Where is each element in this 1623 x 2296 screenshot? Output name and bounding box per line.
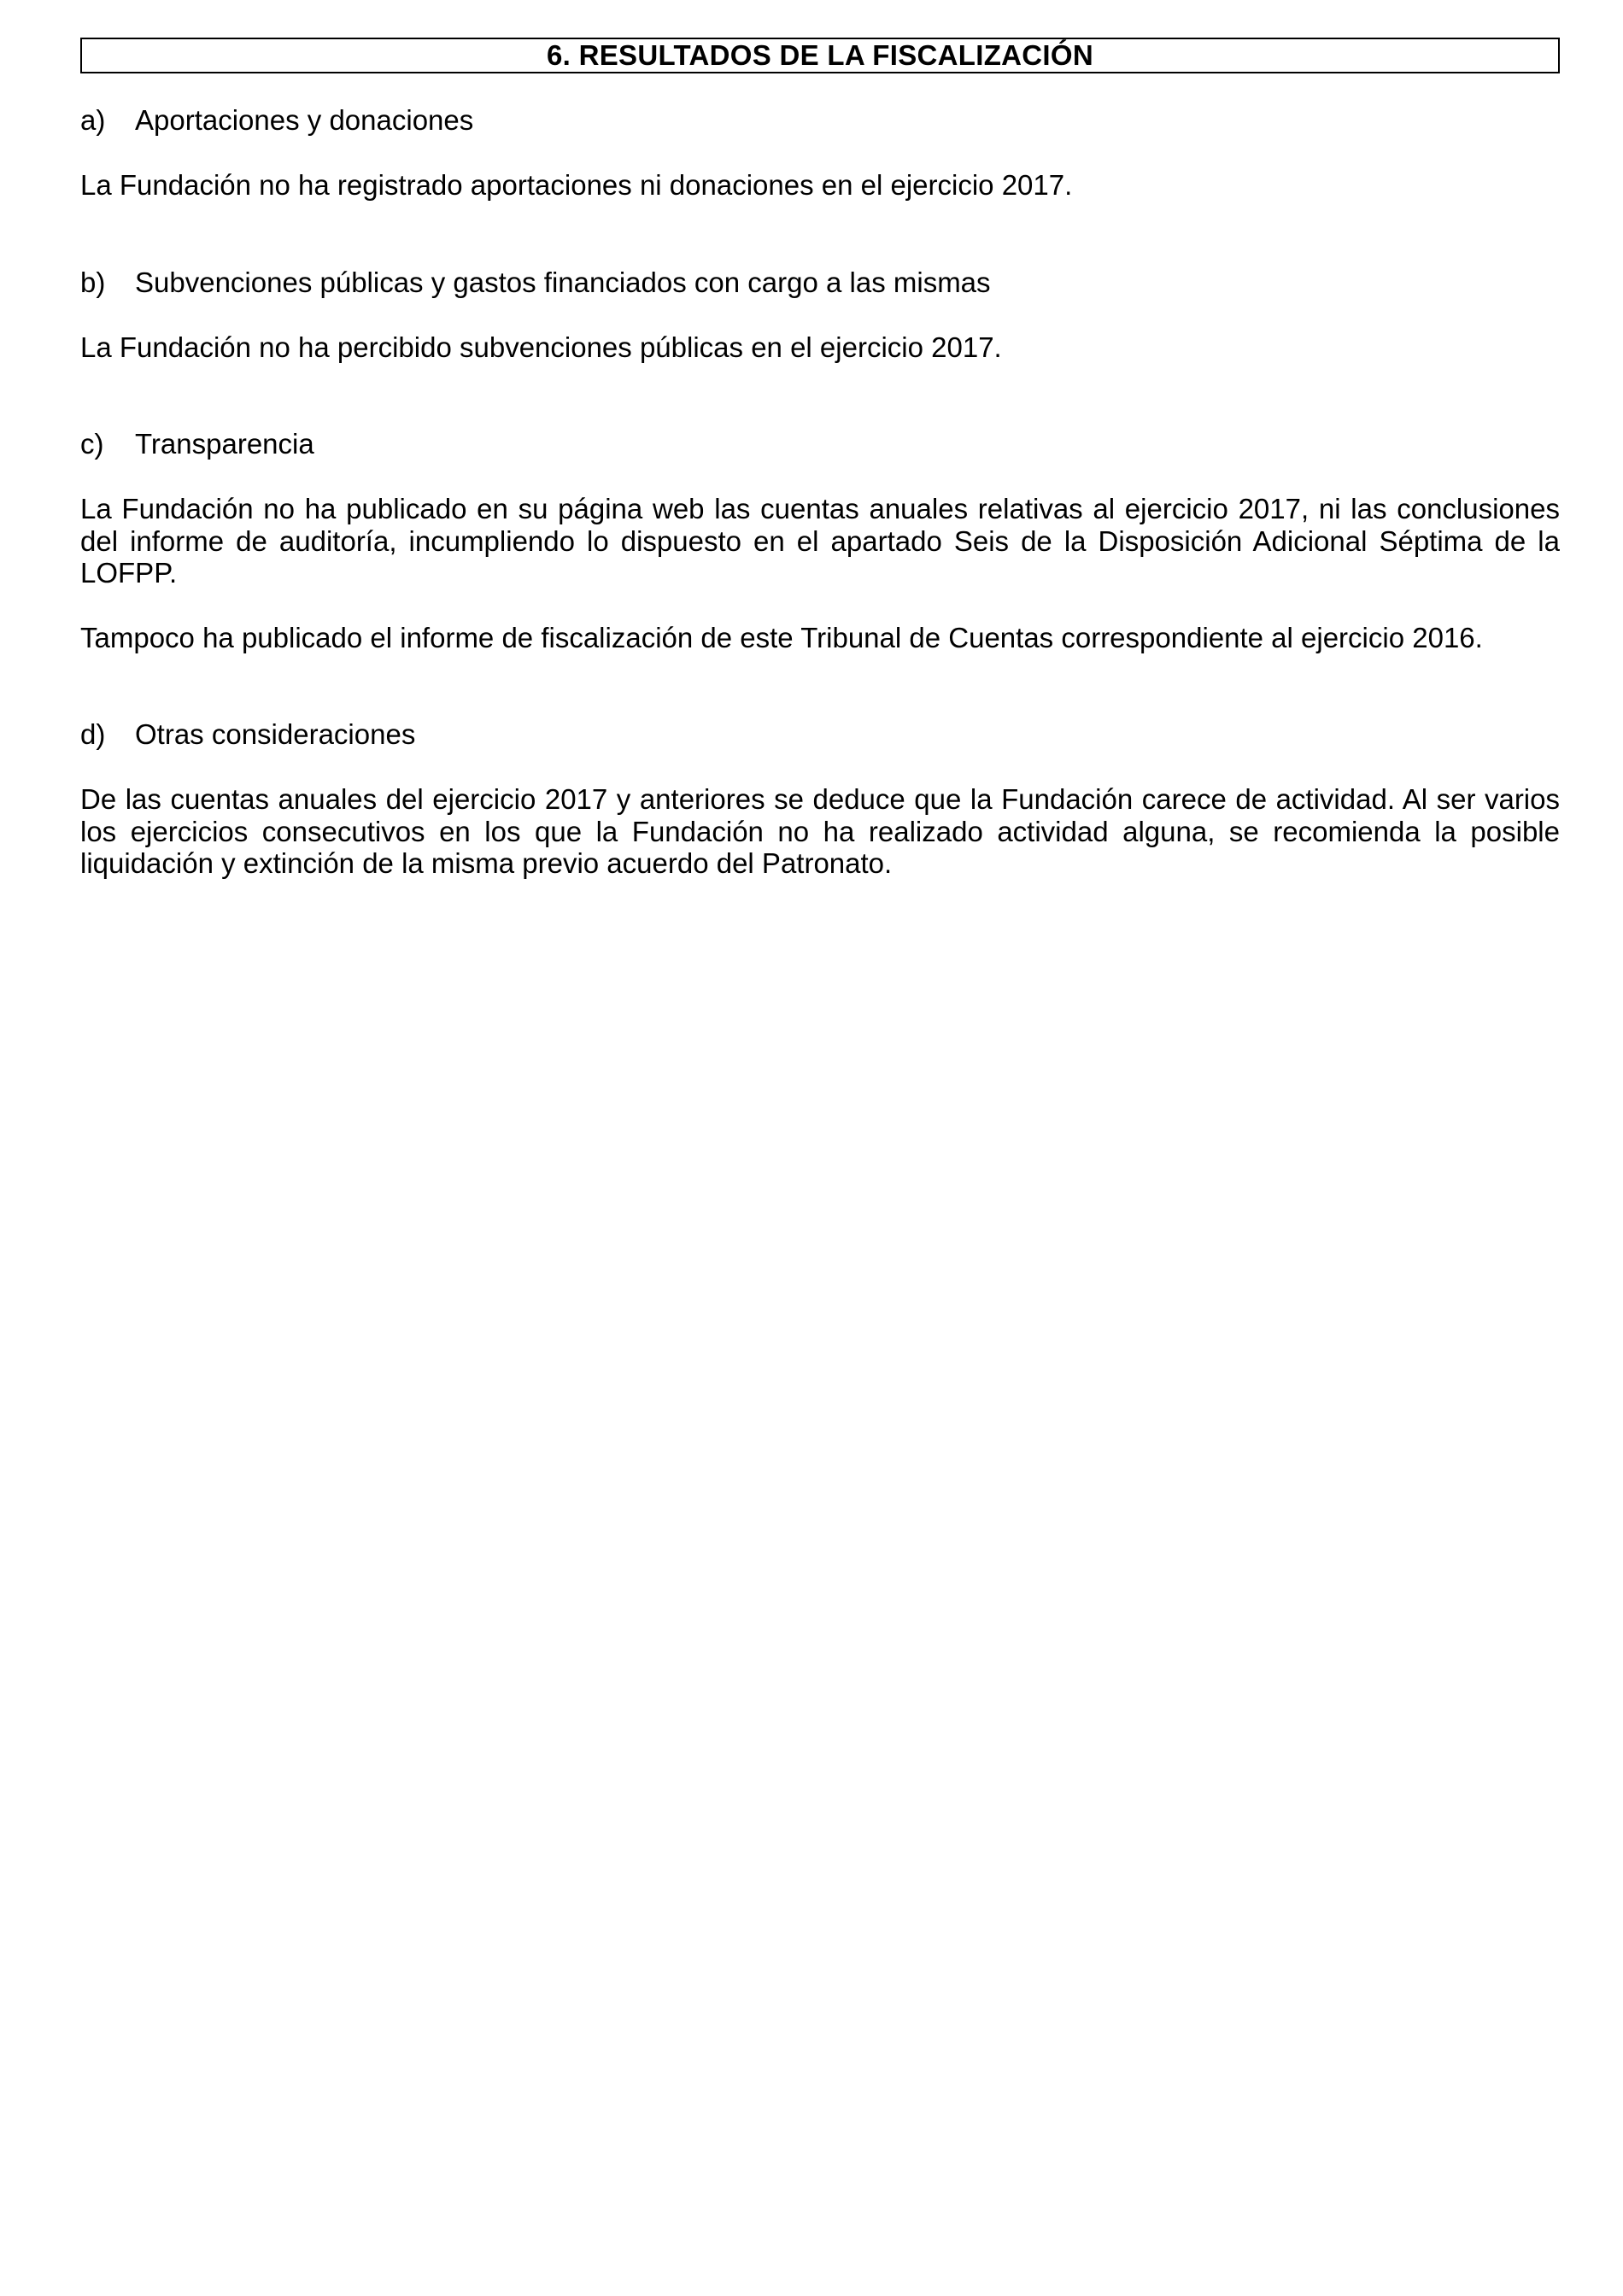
section-heading bbox=[80, 718, 1560, 751]
page-title: 6. RESULTADOS DE LA FISCALIZACIÓN bbox=[80, 38, 1560, 73]
section-letter: a) bbox=[80, 104, 106, 136]
section-otras-consideraciones bbox=[80, 718, 1560, 880]
paragraph: La Fundación no ha registrado aportaciones ni donaciones en el ejercicio 2017. bbox=[80, 169, 1073, 201]
paragraph: La Fundación no ha percibido subvenciones públicas en el ejercicio 2017. bbox=[80, 331, 1002, 363]
document-page bbox=[80, 38, 1560, 908]
section-heading bbox=[80, 428, 1560, 460]
paragraph: Tampoco ha publicado el informe de fiscalización de este Tribunal de Cuentas correspondiente al ejercicio 2016. bbox=[80, 621, 1483, 653]
section-heading-text: Subvenciones públicas y gastos financiados con cargo a las mismas bbox=[135, 266, 991, 298]
section-heading-text: Otras consideraciones bbox=[135, 718, 416, 750]
section-heading-text: Transparencia bbox=[135, 428, 314, 460]
section-subvenciones bbox=[80, 266, 1560, 364]
paragraph: De las cuentas anuales del ejercicio 2017 y anteriores se deduce que la Fundación carece de actividad. Al ser varios los ejercicios consecutivos en los que la Fundación no ha realizado actividad alguna, se recomienda la posible liquidación y extinción de la misma previo acuerdo del Patronato. bbox=[80, 783, 1560, 879]
section-letter: b) bbox=[80, 266, 106, 298]
section-aportaciones bbox=[80, 104, 1560, 202]
section-transparencia bbox=[80, 428, 1560, 653]
section-letter: c) bbox=[80, 428, 104, 460]
section-letter: d) bbox=[80, 718, 106, 750]
paragraph: La Fundación no ha publicado en su página web las cuentas anuales relativas al ejercicio 2017, ni las conclusiones del informe de auditoría, incumpliendo lo dispuesto en el apartado Seis de la Disposición Adicional Séptima de la LOFPP. bbox=[80, 493, 1560, 589]
section-heading bbox=[80, 104, 1560, 137]
section-heading bbox=[80, 266, 1560, 299]
section-heading-text: Aportaciones y donaciones bbox=[135, 104, 474, 136]
